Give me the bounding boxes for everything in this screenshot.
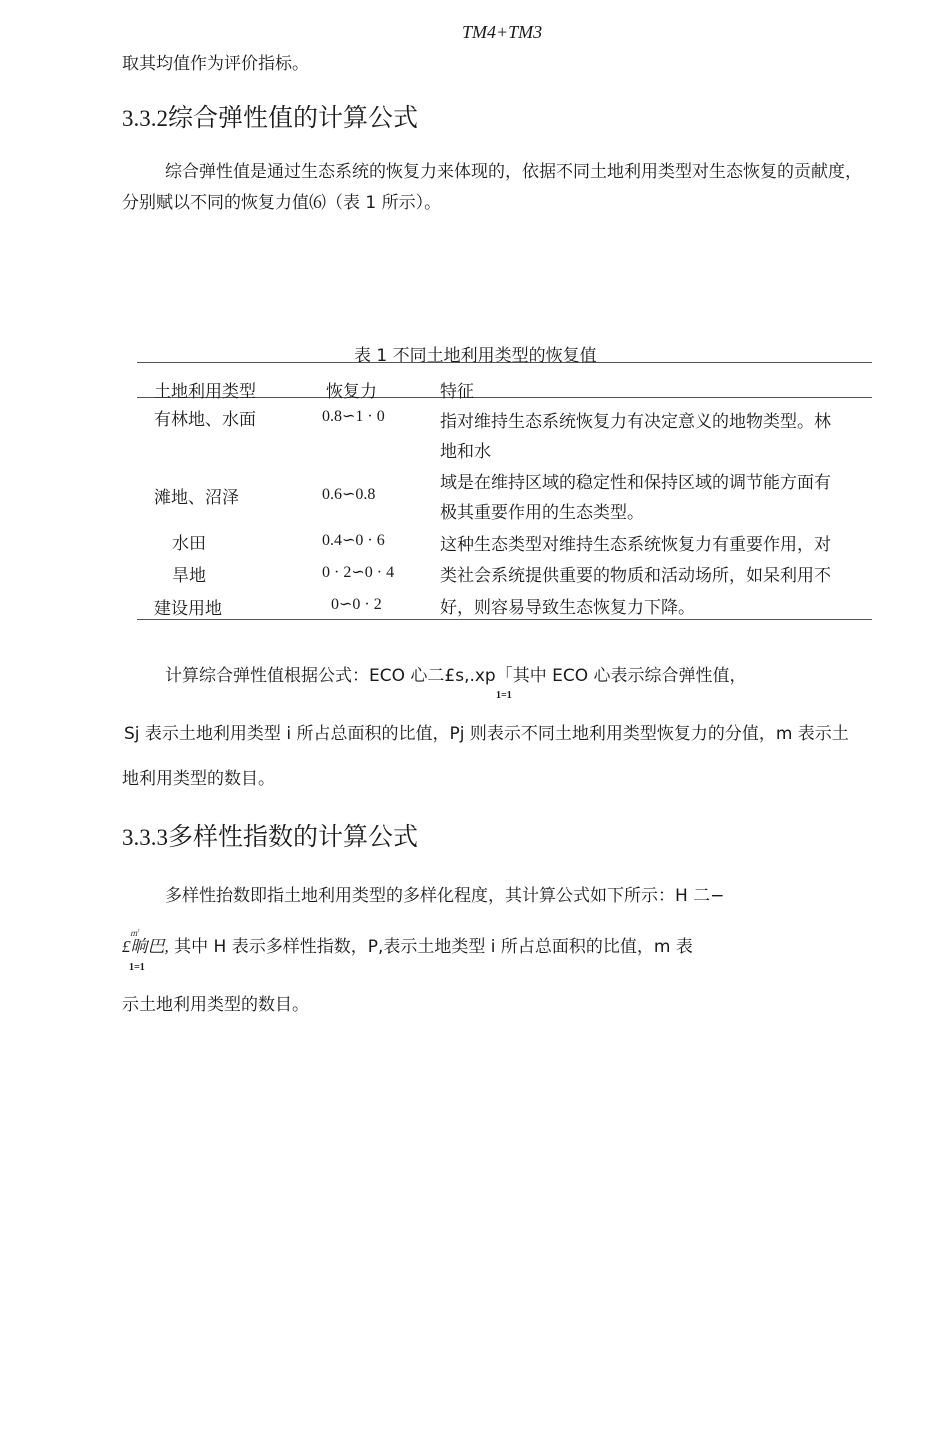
table-row-value: 0∽0 · 2 [331, 596, 382, 613]
table-row-value: 0.8∽1 · 0 [322, 408, 385, 425]
intro-line: 取其均值作为评价指标。 [122, 54, 309, 74]
formula-para-line2: Sj 表示土地利用类型 i 所占总面积的比值，Pj 则表示不同土地利用类型恢复力的分值，m 表示土 [124, 724, 849, 744]
header-formula: TM4+TM3 [462, 22, 543, 42]
section-heading-333 [122, 822, 418, 853]
section-title: 综合弹性值的计算公式 [168, 103, 419, 132]
table-caption: 表 1 不同土地利用类型的恢复值 [354, 346, 597, 366]
diversity-formula: £晌巴, [122, 937, 169, 956]
diversity-formula-text: 其中 H 表示多样性指数，P,表示土地类型 i 所占总面积的比值，m 表 [168, 937, 693, 957]
table-header-type: 土地利用类型 [154, 382, 256, 402]
table-row-type: 有林地、水面 [154, 410, 256, 430]
table-header-resilience: 恢复力 [326, 382, 377, 402]
section-332-para-line1: 综合弹性值是通过生态系统的恢复力来体现的，依据不同土地利用类型对生态恢复的贡献度， [165, 162, 862, 182]
table-row-type: 旱地 [172, 566, 206, 586]
table-top-rule [137, 362, 872, 363]
table-row-value: 0 · 2∽0 · 4 [322, 564, 395, 581]
formula-para-line3: 地利用类型的数目。 [122, 769, 275, 789]
table-feature-line: 类社会系统提供重要的物质和活动场所，如呆利用不 [440, 566, 831, 586]
section-333-para-line2 [122, 936, 693, 958]
formula-superscript: ㎡ [130, 929, 138, 938]
section-333-para-line3: 示土地利用类型的数目。 [122, 995, 309, 1015]
table-feature-line: 极其重要作用的生态类型。 [440, 503, 644, 523]
formula-subscript: 1=1 [129, 962, 145, 973]
section-333-para-line1: 多样性抬数即指土地利用类型的多样化程度，其计算公式如下所示：H 二− [165, 886, 725, 906]
formula-subscript: 1=1 [496, 690, 512, 701]
section-number: 3.3.2 [122, 106, 168, 131]
table-row-value: 0.4∽0 · 6 [322, 532, 385, 549]
section-number: 3.3.3 [122, 825, 168, 850]
section-title: 多样性指数的计算公式 [168, 822, 419, 851]
table-row-value: 0.6∽0.8 [322, 486, 376, 503]
table-bottom-rule [137, 619, 872, 620]
table-row-type: 水田 [172, 534, 206, 554]
table-feature-line: 好，则容易导致生态恢复力下降。 [440, 598, 695, 618]
table-row-type: 建设用地 [154, 599, 222, 619]
table-feature-line: 这种生态类型对维持生态系统恢复力有重要作用，对 [440, 535, 831, 555]
section-heading-332 [122, 103, 418, 134]
table-feature-line: 域是在维持区域的稳定性和保持区域的调节能方面有 [440, 473, 831, 493]
table-row-type: 滩地、沼泽 [154, 488, 239, 508]
table-header-feature: 特征 [440, 382, 474, 402]
formula-para-line1: 计算综合弹性值根据公式：ECO 心二£s,.xp「其中 ECO 心表示综合弹性值， [165, 666, 747, 686]
table-feature-line: 指对维持生态系统恢复力有决定意义的地物类型。林 [440, 412, 831, 432]
table-feature-line: 地和水 [440, 442, 491, 462]
section-332-para-line2: 分别赋以不同的恢复力值⑹（表 1 所示）。 [122, 193, 442, 213]
